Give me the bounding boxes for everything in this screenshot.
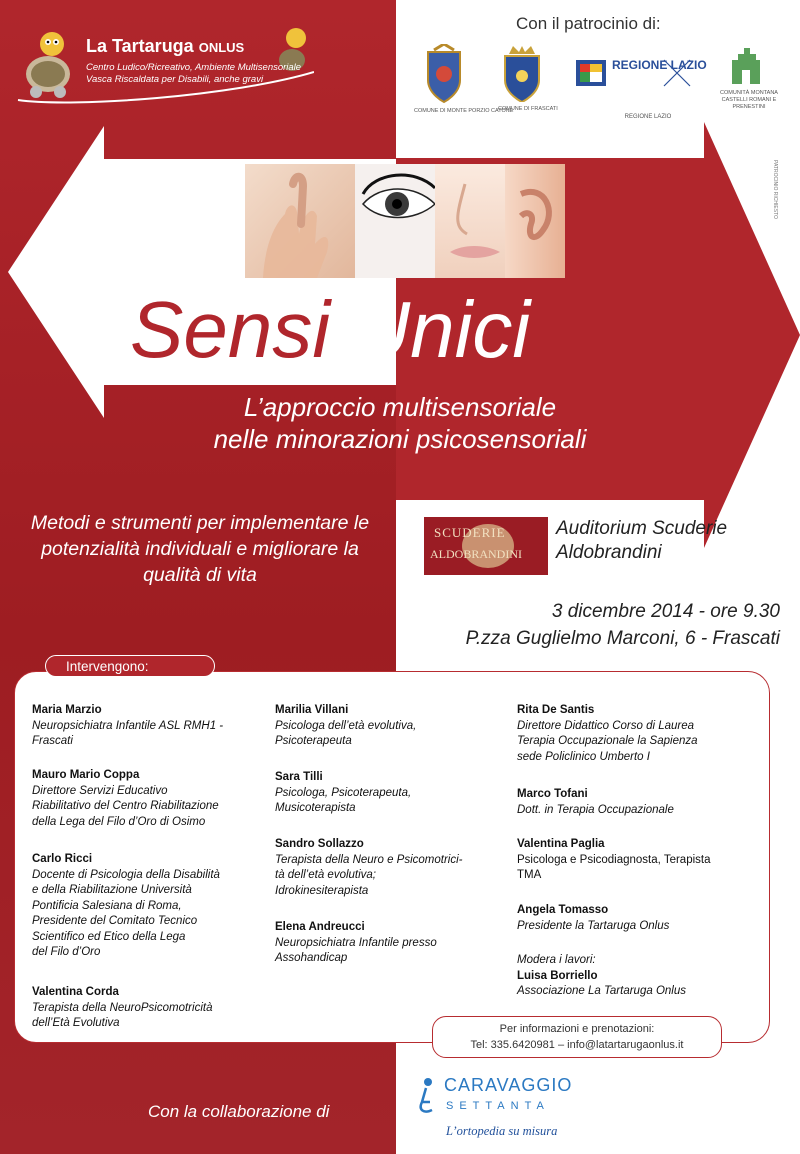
regione-lazio-name: REGIONE LAZIO <box>612 58 707 72</box>
speaker-role: Assohandicap <box>275 952 348 964</box>
venue-name <box>556 517 727 565</box>
main-title <box>130 285 531 374</box>
scuderie-logo <box>424 517 548 575</box>
speaker-role: Neuropsichiatra Infantile presso <box>275 936 437 949</box>
senses-photo <box>245 164 565 278</box>
speaker-name: Valentina Paglia <box>517 838 605 850</box>
speaker-role: sede Policlinico Umberto I <box>517 750 650 763</box>
speaker-name: Sandro Sollazzo <box>275 838 364 850</box>
speaker-role: Terapia Occupazionale la Sapienza <box>517 735 698 747</box>
patronage-side-note: PATROCINIO RICHIESTO <box>772 160 778 219</box>
speaker-mauro-mario-coppa <box>32 768 219 830</box>
nose-mouth-photo <box>435 164 505 278</box>
venue-logo-line-1: SCUDERIE <box>434 525 506 540</box>
comunita-montana-caption: COMUNITÀ MONTANA CASTELLI ROMANI E PRENESTINI <box>720 90 778 110</box>
moderator-role: Associazione La Tartaruga Onlus <box>517 985 686 997</box>
venue-logo-line-2: ALDOBRANDINI <box>430 547 522 561</box>
moderator-name: Luisa Borriello <box>517 969 598 982</box>
speaker-role: Musicoterapista <box>275 802 356 814</box>
speaker-sara-tilli <box>275 770 411 817</box>
speaker-role: Riabilitativo del Centro Riabilitazione <box>32 800 219 812</box>
speaker-role: Pontificia Salesiana di Roma, <box>32 899 182 912</box>
speaker-role: Frascati <box>32 735 73 747</box>
subtitle-line-2: nelle minorazioni psicosensoriali <box>213 424 587 454</box>
venue-name-line-2: Aldobrandini <box>556 542 662 563</box>
speaker-role: tà dell’età evolutiva; <box>275 869 377 881</box>
caravaggio-logo-icon <box>412 1076 440 1116</box>
info-contact-line[interactable]: Tel: 335.6420981 – info@latartarugaonlus.it <box>470 1039 684 1051</box>
speaker-name: Rita De Santis <box>517 704 595 716</box>
event-description: Metodi e strumenti per implementare le potenzialità individuali e migliorare la qualità di vita <box>30 512 370 586</box>
logo-name: La Tartaruga <box>86 36 194 56</box>
logo-title <box>86 36 244 57</box>
speaker-angela-tomasso <box>517 903 669 934</box>
speaker-role: Direttore Didattico Corso di Laurea <box>517 719 695 732</box>
speaker-role: della Lega del Filo d’Oro di Osimo <box>32 815 206 828</box>
speaker-role: Psicologa e Psicodiagnosta, Terapista <box>517 853 711 866</box>
speaker-role: Dott. in Terapia Occupazionale <box>517 803 674 816</box>
speaker-role: Docente di Psicologia della Disabilità <box>32 868 220 881</box>
logo-line-2: Vasca Riscaldata per Disabili, anche gravi <box>86 74 264 85</box>
crest-monte-porzio-caption: COMUNE DI MONTE PORZIO CATONE <box>414 108 514 114</box>
speaker-role: Idrokinesiterapista <box>275 884 369 897</box>
speaker-valentina-corda <box>32 985 212 1032</box>
speaker-role: Direttore Servizi Educativo <box>32 784 168 797</box>
speaker-role: Presidente del Comitato Tecnico <box>32 915 198 927</box>
crest-monte-porzio-icon <box>424 44 464 109</box>
event-date: 3 dicembre 2014 - ore 9.30 <box>551 601 780 622</box>
speaker-role: Terapista della Neuro e Psicomotrici- <box>275 853 463 866</box>
title-word-sensi: Sensi <box>130 285 331 374</box>
crest-frascati-icon <box>501 46 543 107</box>
regione-lazio-mark-icon <box>662 58 692 88</box>
logo-onlus: ONLUS <box>198 40 245 55</box>
info-title: Per informazioni e prenotazioni: <box>499 1023 655 1035</box>
speaker-rita-de-santis <box>517 703 698 765</box>
moderator <box>517 953 686 1000</box>
speaker-name: Marco Tofani <box>517 788 588 800</box>
speaker-elena-andreucci <box>275 920 437 967</box>
regione-lazio-caption: REGIONE LAZIO <box>624 114 672 120</box>
speaker-name: Sara Tilli <box>275 771 323 783</box>
speaker-role: dell’Età Evolutiva <box>32 1017 120 1029</box>
speaker-name: Maria Marzio <box>32 704 102 716</box>
event-address: P.zza Guglielmo Marconi, 6 - Frascati <box>465 628 780 649</box>
patronage-title: Con il patrocinio di: <box>516 14 661 33</box>
caravaggio-sub: SETTANTA <box>446 1100 550 1112</box>
speaker-role: Neuropsichiatra Infantile ASL RMH1 - <box>32 719 224 732</box>
moderator-label: Modera i lavori: <box>517 954 596 966</box>
comunita-montana-icon <box>728 44 764 93</box>
caravaggio-name: CARAVAGGIO <box>444 1075 573 1095</box>
speaker-role: del Filo d’Oro <box>32 946 101 958</box>
collaboration-label: Con la collaborazione di <box>148 1102 330 1121</box>
logo-line-1: Centro Ludico/Ricreativo, Ambiente Multisensoriale <box>86 62 302 73</box>
speaker-role: Psicoterapeuta <box>275 735 352 747</box>
title-word-unici: Unici <box>352 285 531 374</box>
speaker-name: Marilia Villani <box>275 704 349 716</box>
speaker-carlo-ricci <box>32 852 220 961</box>
speaker-maria-marzio <box>32 703 223 750</box>
subtitle-line-1: L’approccio multisensoriale <box>243 392 557 422</box>
speaker-marilia-villani <box>275 703 416 750</box>
speaker-role: e della Riabilitazione Università <box>32 884 192 896</box>
speaker-role: Psicologa dell’età evolutiva, <box>275 719 417 732</box>
speaker-sandro-sollazzo <box>275 837 463 899</box>
speaker-role: TMA <box>517 869 542 881</box>
speaker-role: Psicologa, Psicoterapeuta, <box>275 786 412 799</box>
speaker-role: Terapista della NeuroPsicomotricità <box>32 1001 213 1014</box>
info-contact-box <box>432 1016 722 1058</box>
speaker-name: Angela Tomasso <box>517 904 609 916</box>
venue-name-line-1: Auditorium Scuderie <box>556 518 728 539</box>
speaker-name: Valentina Corda <box>32 986 119 998</box>
crest-frascati-caption: COMUNE DI FRASCATI <box>498 106 558 112</box>
speaker-role: Scientifico ed Etico della Lega <box>32 930 186 943</box>
speakers-label: Intervengono: <box>45 655 215 677</box>
senses-photo-strip <box>245 164 565 278</box>
tartaruga-logo <box>14 22 314 106</box>
speaker-name: Elena Andreucci <box>275 921 365 933</box>
speaker-marco-tofani <box>517 787 674 818</box>
speaker-role: Presidente la Tartaruga Onlus <box>517 919 670 932</box>
speaker-name: Carlo Ricci <box>32 853 93 865</box>
regione-lazio-icon <box>574 58 610 93</box>
caravaggio-tagline: L’ortopedia su misura <box>446 1124 558 1138</box>
speaker-name: Mauro Mario Coppa <box>32 769 140 781</box>
speaker-valentina-paglia <box>517 837 711 884</box>
